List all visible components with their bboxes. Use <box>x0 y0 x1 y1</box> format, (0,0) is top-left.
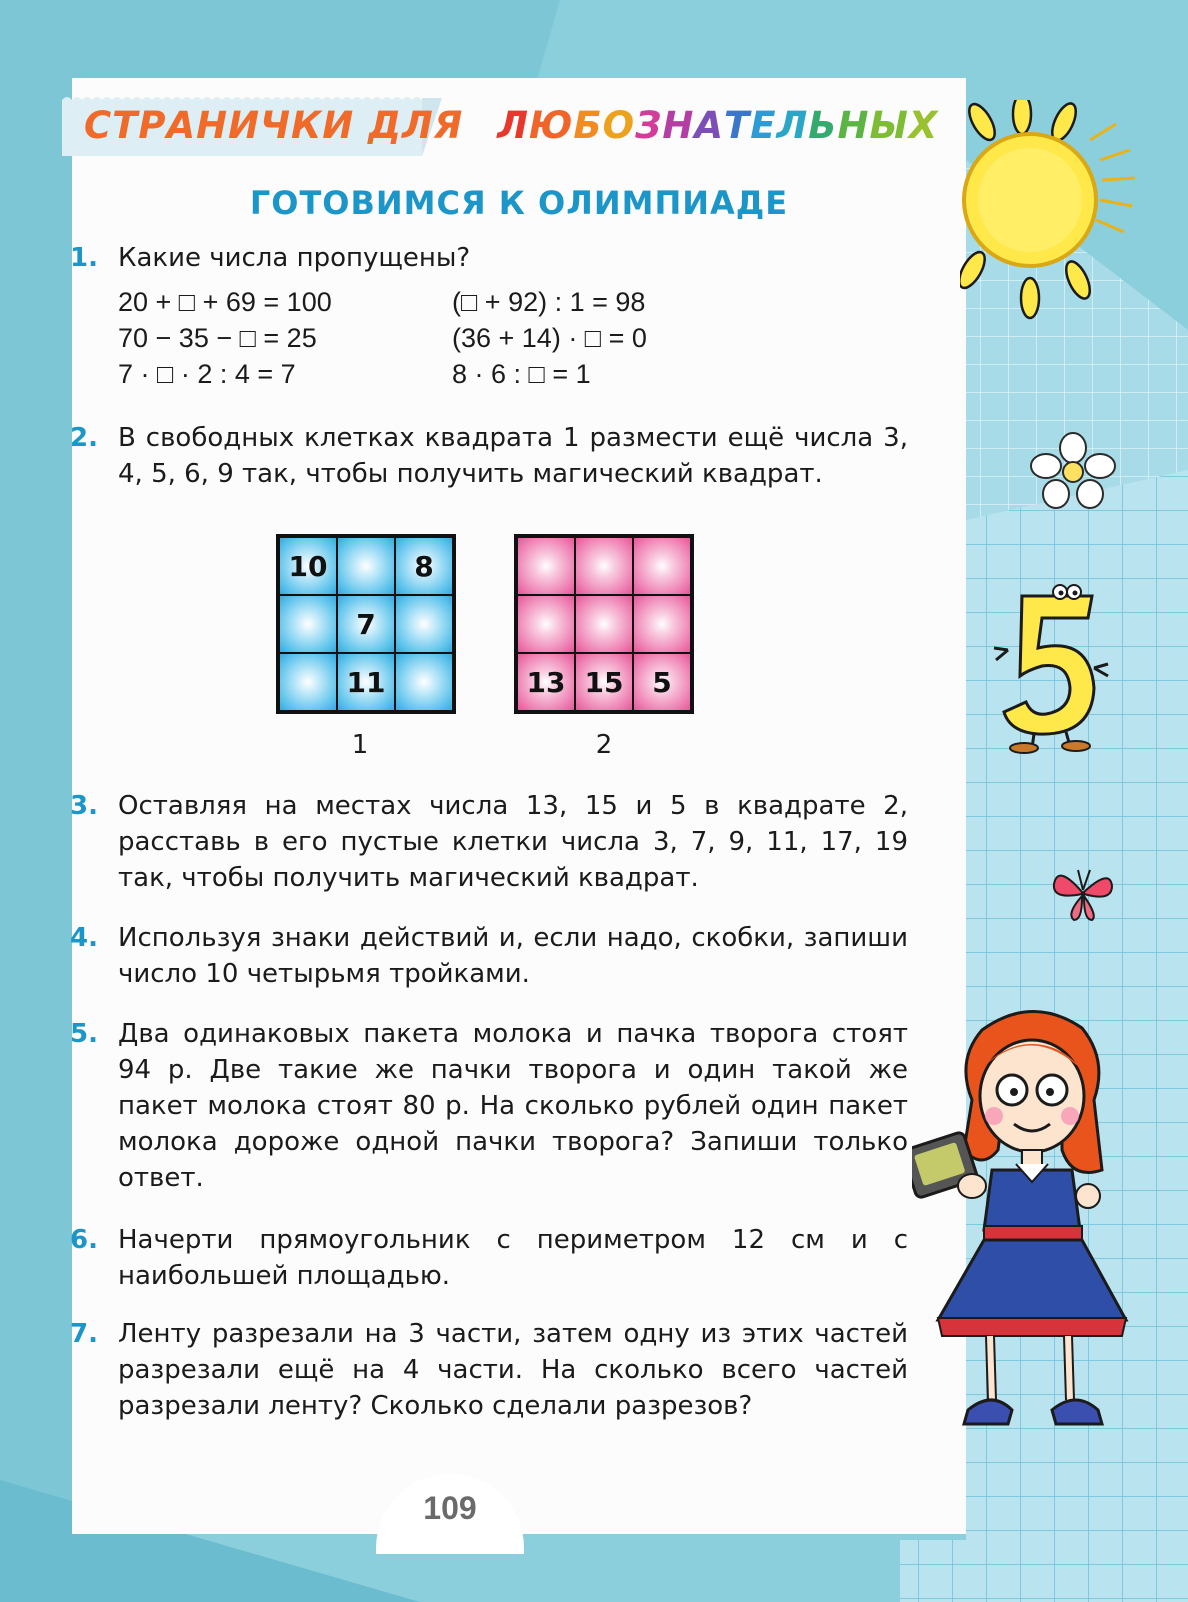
task-text: Начерти прямоугольник с периметром 12 см и с наибольшей площадью. <box>118 1225 908 1291</box>
square-cell: 15 <box>575 653 633 711</box>
task-number: 3. <box>70 791 98 821</box>
banner-letter: Л <box>497 104 529 147</box>
square-cell <box>575 537 633 595</box>
task-3 <box>70 788 908 896</box>
flower-illustration <box>1028 432 1118 512</box>
square-cell <box>517 595 575 653</box>
banner-title-part1: СТРАНИЧКИ ДЛЯ <box>84 104 464 147</box>
task-text: В свободных клетках квадрата 1 размести ещё числа 3, 4, 5, 6, 9 так, чтобы получить магический квадрат. <box>118 423 908 489</box>
girl-character <box>912 1000 1152 1480</box>
square-cell <box>395 653 453 711</box>
task-number: 4. <box>70 923 98 953</box>
equation: 20 + □ + 69 = 100 <box>118 287 332 317</box>
square-cell <box>633 537 691 595</box>
page-title: ГОТОВИМСЯ К ОЛИМПИАДЕ <box>249 184 789 222</box>
task-number: 1. <box>70 243 98 273</box>
square-cell: 5 <box>633 653 691 711</box>
banner-letter: З <box>635 104 663 147</box>
task-number: 2. <box>70 423 98 453</box>
square-2-label: 2 <box>595 730 613 760</box>
magic-square-1 <box>276 534 456 714</box>
square-cell: 7 <box>337 595 395 653</box>
task-number: 7. <box>70 1319 98 1349</box>
task-number: 5. <box>70 1019 98 1049</box>
magic-square-2 <box>514 534 694 714</box>
square-cell <box>395 595 453 653</box>
task-text: Ленту разрезали на 3 части, затем одну из этих частей разрезали ещё на 4 части. На сколько всего частей разрезали ленту? Сколько сделали разрезов? <box>118 1319 908 1421</box>
square-cell: 10 <box>279 537 337 595</box>
task-text: Оставляя на местах числа 13, 15 и 5 в квадрате 2, расставь в его пустые клетки числа 3, 7, 9, 11, 17, 19 так, чтобы получить магический квадрат. <box>118 791 908 893</box>
square-cell: 11 <box>337 653 395 711</box>
task-text: Какие числа пропущены? <box>118 243 471 273</box>
number-five-character <box>990 578 1120 754</box>
equation: 7 · □ · 2 : 4 = 7 <box>118 359 296 389</box>
task-text: Два одинаковых пакета молока и пачка творога стоят 94 р. Две такие же пачки творога и один такой же пакет молока стоят 80 р. На сколько рублей один пакет молока дороже одной пачки творога? Запиши только ответ. <box>118 1019 908 1193</box>
task-4 <box>70 920 908 992</box>
sun-illustration <box>960 100 1140 330</box>
task-5 <box>70 1016 908 1196</box>
task-text: Используя знаки действий и, если надо, скобки, запиши число 10 четырьмя тройками. <box>118 923 908 989</box>
task-7 <box>70 1316 908 1424</box>
square-cell: 8 <box>395 537 453 595</box>
equation: 8 · 6 : □ = 1 <box>452 359 591 389</box>
square-cell <box>337 537 395 595</box>
butterfly-illustration <box>1048 862 1118 924</box>
banner-title-part2 <box>497 104 938 147</box>
square-1-label: 1 <box>351 730 369 760</box>
banner-letter: Н <box>662 104 695 147</box>
task-number: 6. <box>70 1225 98 1255</box>
task-1 <box>70 240 908 276</box>
square-cell <box>279 595 337 653</box>
equation: 70 − 35 − □ = 25 <box>118 323 317 353</box>
banner-letter: Ь <box>808 104 838 147</box>
equation: (36 + 14) · □ = 0 <box>452 323 647 353</box>
square-cell <box>279 653 337 711</box>
task-6 <box>70 1222 908 1294</box>
banner-letter: Б <box>573 104 603 147</box>
banner-letter: Ю <box>528 104 574 147</box>
banner-letter: Е <box>750 104 777 147</box>
banner-letter: Н <box>837 104 870 147</box>
equation: (□ + 92) : 1 = 98 <box>452 287 646 317</box>
square-cell <box>517 537 575 595</box>
square-cell <box>575 595 633 653</box>
banner-letter: Ы <box>869 104 909 147</box>
banner-letter: Л <box>776 104 809 147</box>
task-2 <box>70 420 908 492</box>
square-cell: 13 <box>517 653 575 711</box>
banner-letter: А <box>694 104 724 147</box>
banner-letter: Х <box>908 104 939 147</box>
banner-letter: О <box>602 104 636 147</box>
page-number: 109 <box>423 1490 477 1526</box>
banner-letter: Т <box>724 104 751 147</box>
square-cell <box>633 595 691 653</box>
banner-title <box>84 100 938 152</box>
